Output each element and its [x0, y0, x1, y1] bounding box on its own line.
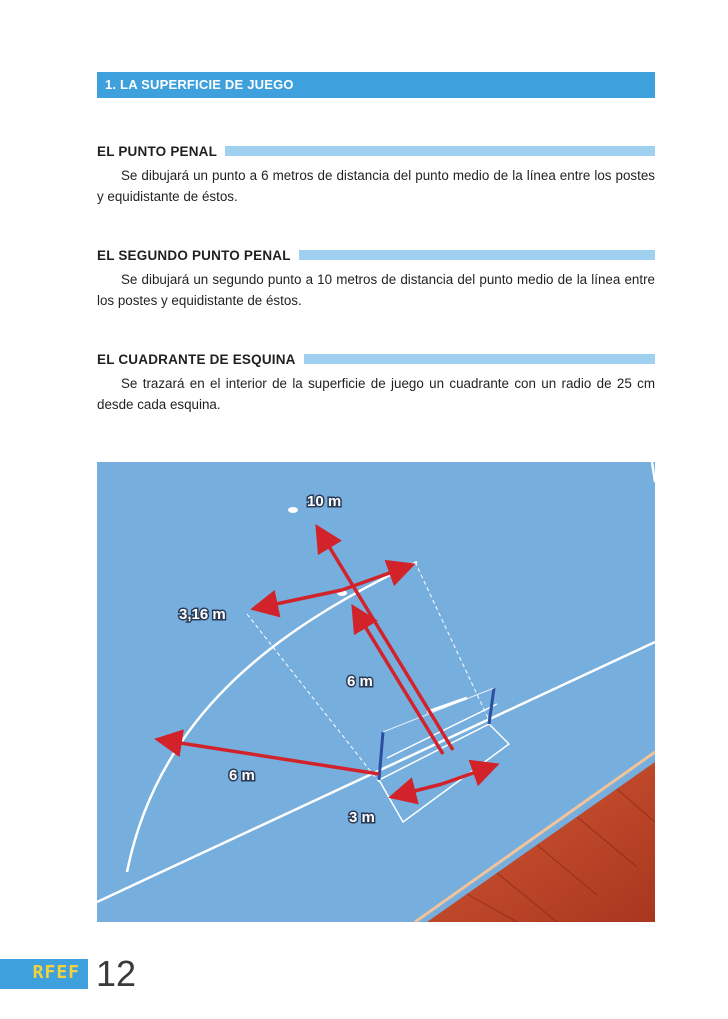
- section-penalty-mark: [97, 143, 655, 207]
- court-diagram: [97, 462, 655, 922]
- section-heading-row: [97, 351, 655, 367]
- second-penalty-mark: [288, 507, 298, 513]
- label-3m: 3 m: [349, 809, 375, 826]
- section-body: Se dibujará un segundo punto a 10 metros de distancia del punto medio de la línea entre los postes y equidistante de éstos.: [97, 272, 655, 308]
- rfef-logo: [0, 959, 88, 989]
- chapter-title-bar: [97, 72, 655, 98]
- section-body: Se dibujará un punto a 6 metros de distancia del punto medio de la línea entre los postes y equidistante de éstos.: [97, 168, 655, 204]
- page-number: 12: [96, 953, 137, 994]
- section-heading: EL CUADRANTE DE ESQUINA: [97, 351, 296, 367]
- section-second-penalty-mark: [97, 247, 655, 311]
- heading-rule: [304, 354, 655, 364]
- label-3-16m: 3,16 m: [179, 606, 226, 623]
- label-6m-penalty: 6 m: [347, 673, 373, 690]
- penalty-area-illustration: [97, 462, 655, 922]
- section-heading: EL PUNTO PENAL: [97, 143, 218, 159]
- chapter-title: 1. LA SUPERFICIE DE JUEGO: [105, 77, 294, 92]
- heading-rule: [299, 250, 655, 260]
- section-heading-row: [97, 247, 655, 263]
- section-body: Se trazará en el interior de la superficie de juego un cuadrante con un radio de 25 cm desde cada esquina.: [97, 376, 655, 412]
- section-heading-row: [97, 143, 655, 159]
- heading-rule: [225, 146, 655, 156]
- section-heading: EL SEGUNDO PUNTO PENAL: [97, 247, 291, 263]
- label-10m: 10 m: [307, 493, 342, 510]
- label-6m-radius: 6 m: [229, 767, 255, 784]
- rfef-logo-text: RFEF: [32, 962, 80, 983]
- section-corner-arc: [97, 351, 655, 415]
